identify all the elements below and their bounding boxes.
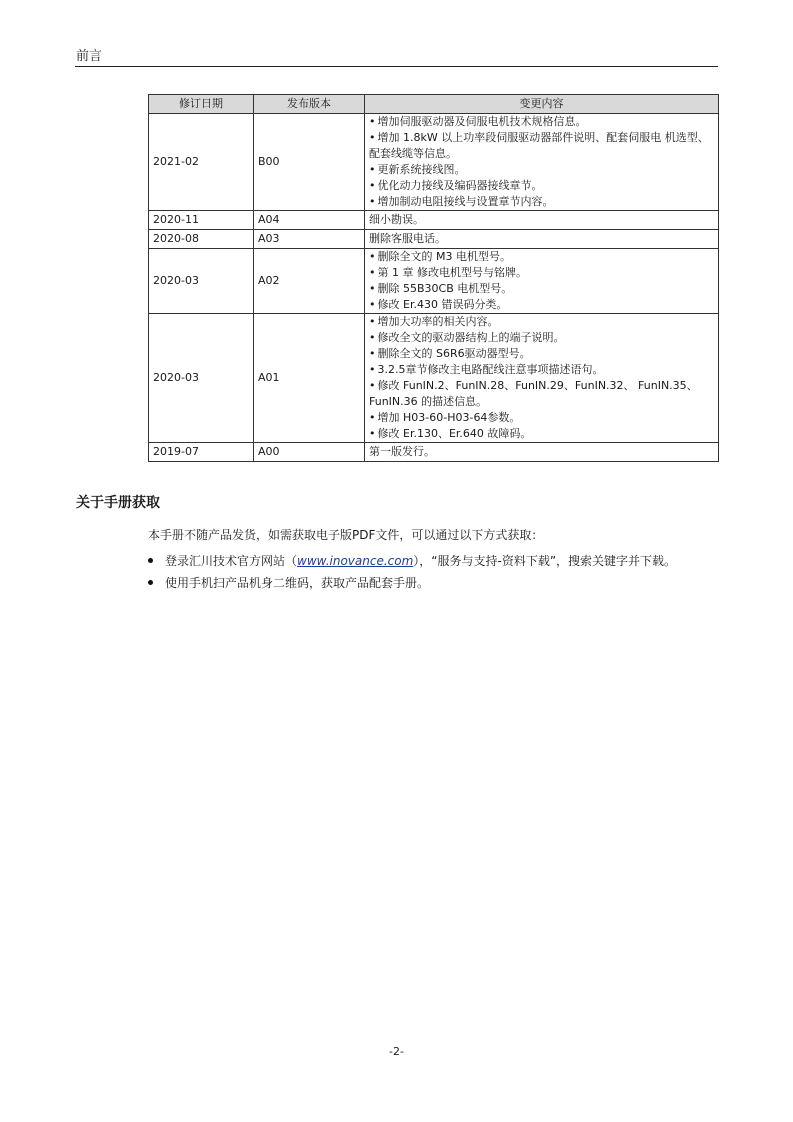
revision-table-header: [149, 95, 719, 114]
table-row: [149, 443, 719, 462]
cell-version: A00: [254, 443, 365, 462]
cell-changes: [365, 249, 719, 314]
website-link[interactable]: www.inovance.com: [297, 554, 414, 568]
bullet-text-before: 登录汇川技术官方网站（: [165, 554, 298, 568]
change-item: • 第 1 章 修改电机型号与铭牌。: [369, 265, 712, 281]
table-row: [149, 114, 719, 211]
cell-changes: [365, 314, 719, 443]
bullet-list: [148, 553, 718, 597]
cell-date: 2019-07: [149, 443, 254, 462]
header-title: 前言: [76, 49, 103, 64]
page-number: -2-: [389, 1045, 404, 1058]
cell-changes: [365, 114, 719, 211]
change-item: • 删除 55B30CB 电机型号。: [369, 281, 712, 297]
cell-changes: [365, 443, 719, 462]
change-item: • 删除全文的 M3 电机型号。: [369, 249, 712, 265]
cell-date: 2020-11: [149, 211, 254, 230]
list-item: [148, 575, 718, 597]
change-item: • 增加 1.8kW 以上功率段伺服驱动器部件说明、配套伺服电 机选型、配套线缆等信息。: [369, 130, 712, 162]
change-item: • 更新系统接线图。: [369, 162, 712, 178]
cell-changes: [365, 211, 719, 230]
table-row: [149, 249, 719, 314]
change-item: 细小勘误。: [369, 213, 424, 226]
bullet-text-after: ），“服务与支持-资料下载”，搜索关键字并下载。: [413, 554, 677, 568]
cell-date: 2020-03: [149, 314, 254, 443]
change-item: • 增加大功率的相关内容。: [369, 314, 712, 330]
cell-date: 2020-03: [149, 249, 254, 314]
column-header-version: 发布版本: [254, 95, 365, 114]
column-header-date: 修订日期: [149, 95, 254, 114]
cell-version: A02: [254, 249, 365, 314]
cell-version: A04: [254, 211, 365, 230]
cell-version: A03: [254, 230, 365, 249]
change-item: 删除客服电话。: [369, 232, 446, 245]
table-row: [149, 230, 719, 249]
bullet-text: 使用手机扫产品机身二维码，获取产品配套手册。: [165, 576, 430, 590]
section-title: 关于手册获取: [76, 495, 160, 511]
cell-date: 2020-08: [149, 230, 254, 249]
table-row: [149, 211, 719, 230]
column-header-changes: 变更内容: [365, 95, 719, 114]
header-rule: [75, 66, 718, 67]
bullet-icon: [148, 580, 153, 585]
change-item: • 3.2.5章节修改主电路配线注意事项描述语句。: [369, 362, 712, 378]
change-item: • 增加伺服驱动器及伺服电机技术规格信息。: [369, 114, 712, 130]
change-item: • 修改 Er.430 错误码分类。: [369, 297, 712, 313]
list-item: [148, 553, 718, 575]
change-item: • 增加 H03-60-H03-64参数。: [369, 410, 712, 426]
revision-table: [148, 94, 719, 462]
bullet-text: [165, 553, 676, 569]
change-item: 第一版发行。: [369, 445, 435, 458]
cell-version: A01: [254, 314, 365, 443]
cell-date: 2021-02: [149, 114, 254, 211]
table-row: [149, 314, 719, 443]
cell-changes: [365, 230, 719, 249]
change-item: • 修改 FunIN.2、FunIN.28、FunIN.29、FunIN.32、 FunIN.35、FunIN.36 的描述信息。: [369, 378, 712, 410]
change-item: • 删除全文的 S6R6驱动器型号。: [369, 346, 712, 362]
revision-table-body: [149, 114, 719, 462]
change-item: • 修改全文的驱动器结构上的端子说明。: [369, 330, 712, 346]
bullet-icon: [148, 558, 153, 563]
cell-version: B00: [254, 114, 365, 211]
change-item: • 优化动力接线及编码器接线章节。: [369, 178, 712, 194]
section-intro: 本手册不随产品发货，如需获取电子版PDF文件，可以通过以下方式获取：: [148, 528, 544, 542]
change-item: • 修改 Er.130、Er.640 故障码。: [369, 426, 712, 442]
change-item: • 增加制动电阻接线与设置章节内容。: [369, 194, 712, 210]
